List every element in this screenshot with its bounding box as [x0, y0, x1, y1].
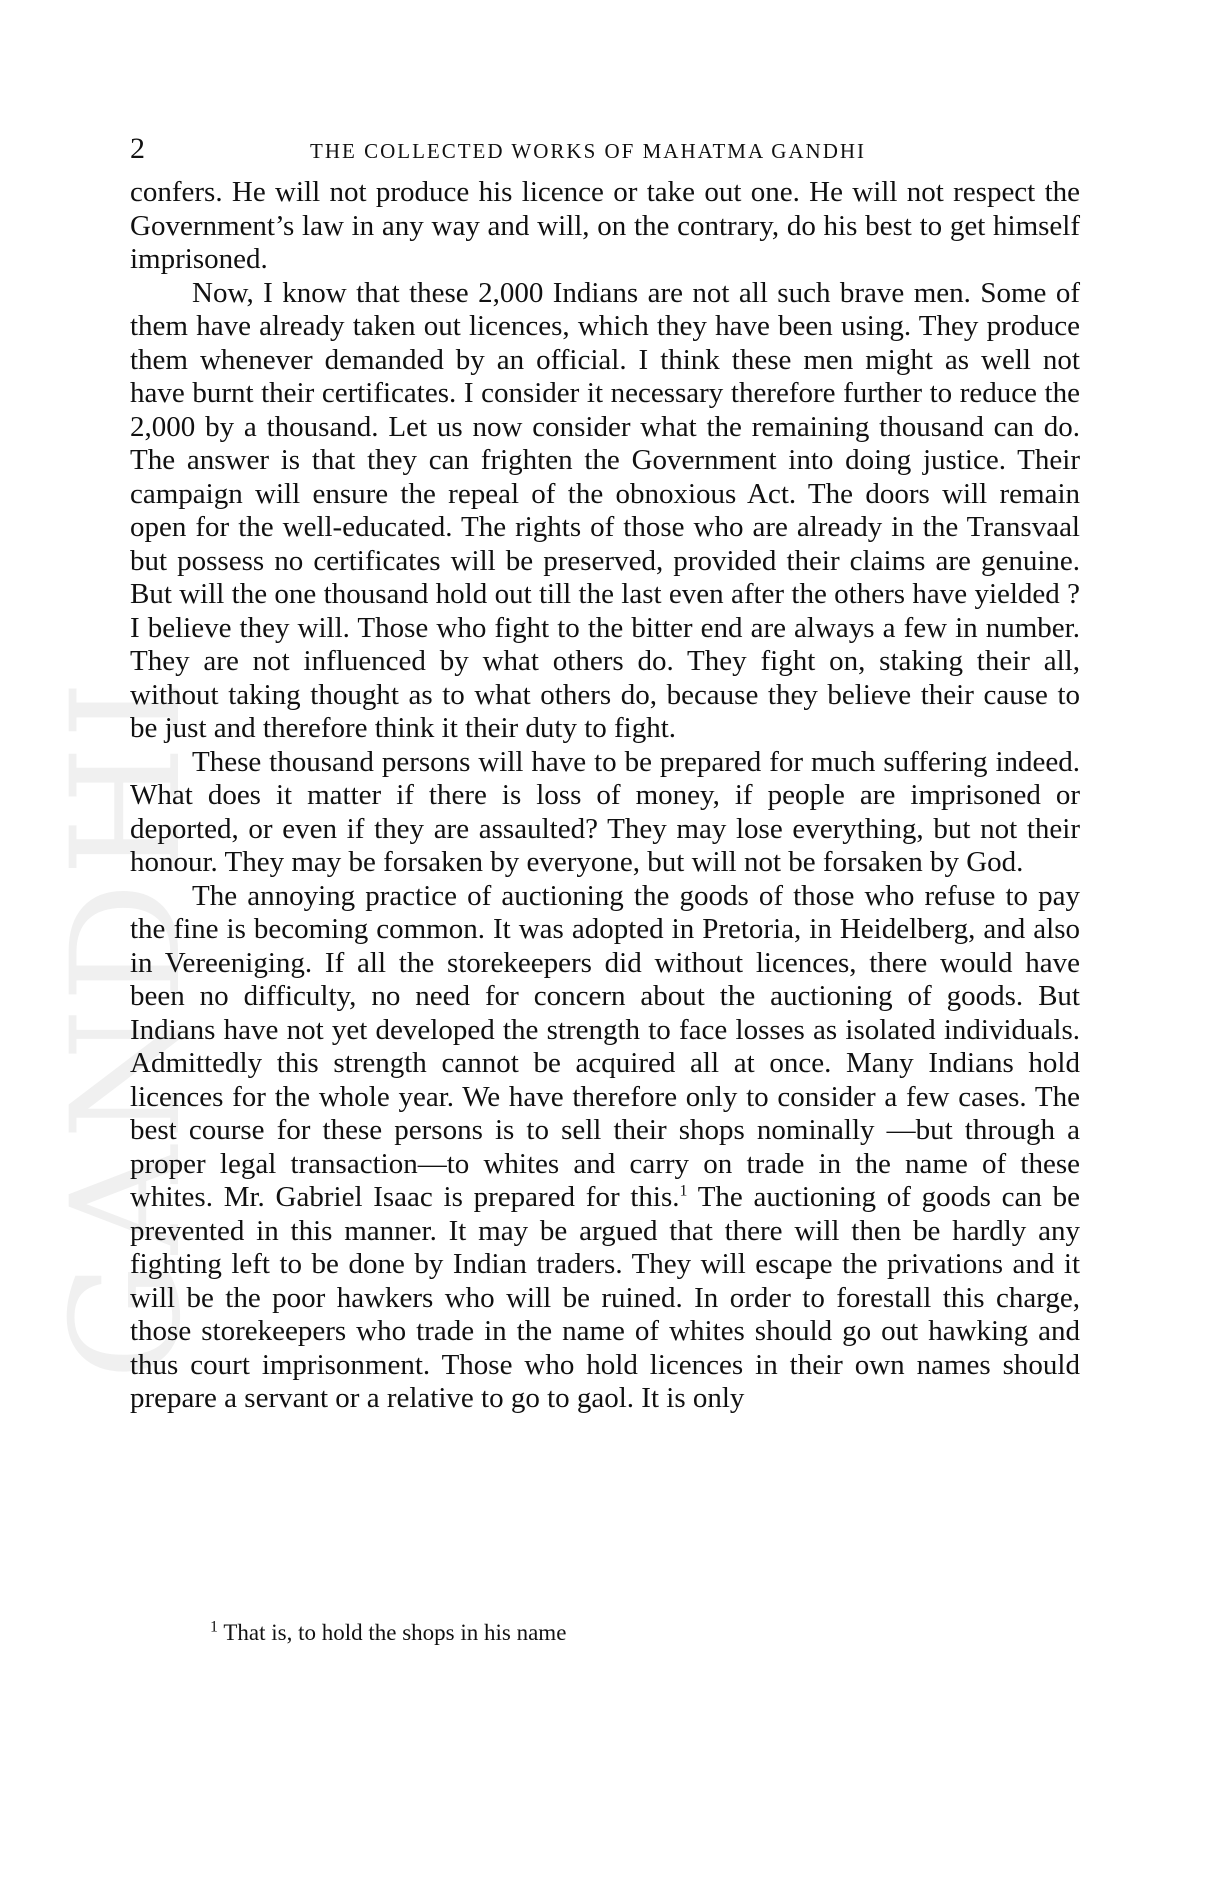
page-header: [130, 132, 1080, 172]
page-number: 2: [130, 132, 145, 165]
watermark: GANDHI: [40, 674, 214, 1380]
paragraph-continued: confers. He will not produce his licence or take out one. He will not respect the Government’s law in any way and will, on the contrary, do his best to get himself imprisoned.: [130, 176, 1080, 275]
footnote-text: That is, to hold the shops in his name: [223, 1620, 567, 1645]
footnote: [210, 1620, 1010, 1646]
paragraph-text-continued: The auctioning of goods can be prevented in this manner. It may be argued that there will then be hardly any fighting left to be done by Indian traders. They will escape the privations and it will be the poor hawkers who will be ruined. In order to forestall this charge, those storekeepers who trade in the name of whites should go out hawking and thus court imprisonment. Those who hold licences in their own names should prepare a servant or a relative to go to gaol. It is only: [130, 1181, 1080, 1414]
footnote-reference: 1: [679, 1182, 688, 1200]
paragraph: Now, I know that these 2,000 Indians are not all such brave men. Some of them have already taken out licences, which they have been using. They produce them whenever demanded by an official. I think these men might as well not have burnt their certificates. I consider it necessary therefore further to reduce the 2,000 by a thousand. Let us now consider what the remaining thousand can do. The answer is that they can frighten the Government into doing justice. Their campaign will ensure the repeal of the obnoxious Act. The doors will remain open for the well-educated. The rights of those who are already in the Transvaal but possess no certificates will be preserved, provided their claims are genuine. But will the one thousand hold out till the last even after the others have yielded ? I believe they will. Those who fight to the bitter end are always a few in number. They are not influenced by what others do. They fight on, staking their all, without taking thought as to what others do, because they believe their cause to be just and therefore think it their duty to fight.: [130, 276, 1080, 744]
paragraph: [130, 880, 1080, 1416]
paragraph: These thousand persons will have to be prepared for much suffering indeed. What does it matter if there is loss of money, if people are imprisoned or deported, or even if they are assaulted? They may lose everything, but not their honour. They may be forsaken by everyone, but will not be forsaken by God.: [130, 745, 1080, 878]
body-text: [130, 176, 1080, 1416]
paragraph-text: The annoying practice of auctioning the goods of those who refuse to pay the fine is becoming common. It was adopted in Pretoria, in Heidelberg, and also in Vereeniging. If all the storekeepers did without licences, there would have been no difficulty, no need for concern about the auctioning of goods. But Indians have not yet developed the strength to face losses as isolated individuals. Admittedly this strength cannot be acquired all at once. Many Indians hold licences for the whole year. We have therefore only to consider a few cases. The best course for these persons is to sell their shops nominally —but through a proper legal transaction—to whites and carry on trade in the name of these whites. Mr. Gabriel Isaac is prepared for this.: [130, 879, 1080, 1213]
footnote-marker: 1: [210, 1618, 218, 1636]
running-head: THE COLLECTED WORKS OF MAHATMA GANDHI: [310, 139, 867, 163]
